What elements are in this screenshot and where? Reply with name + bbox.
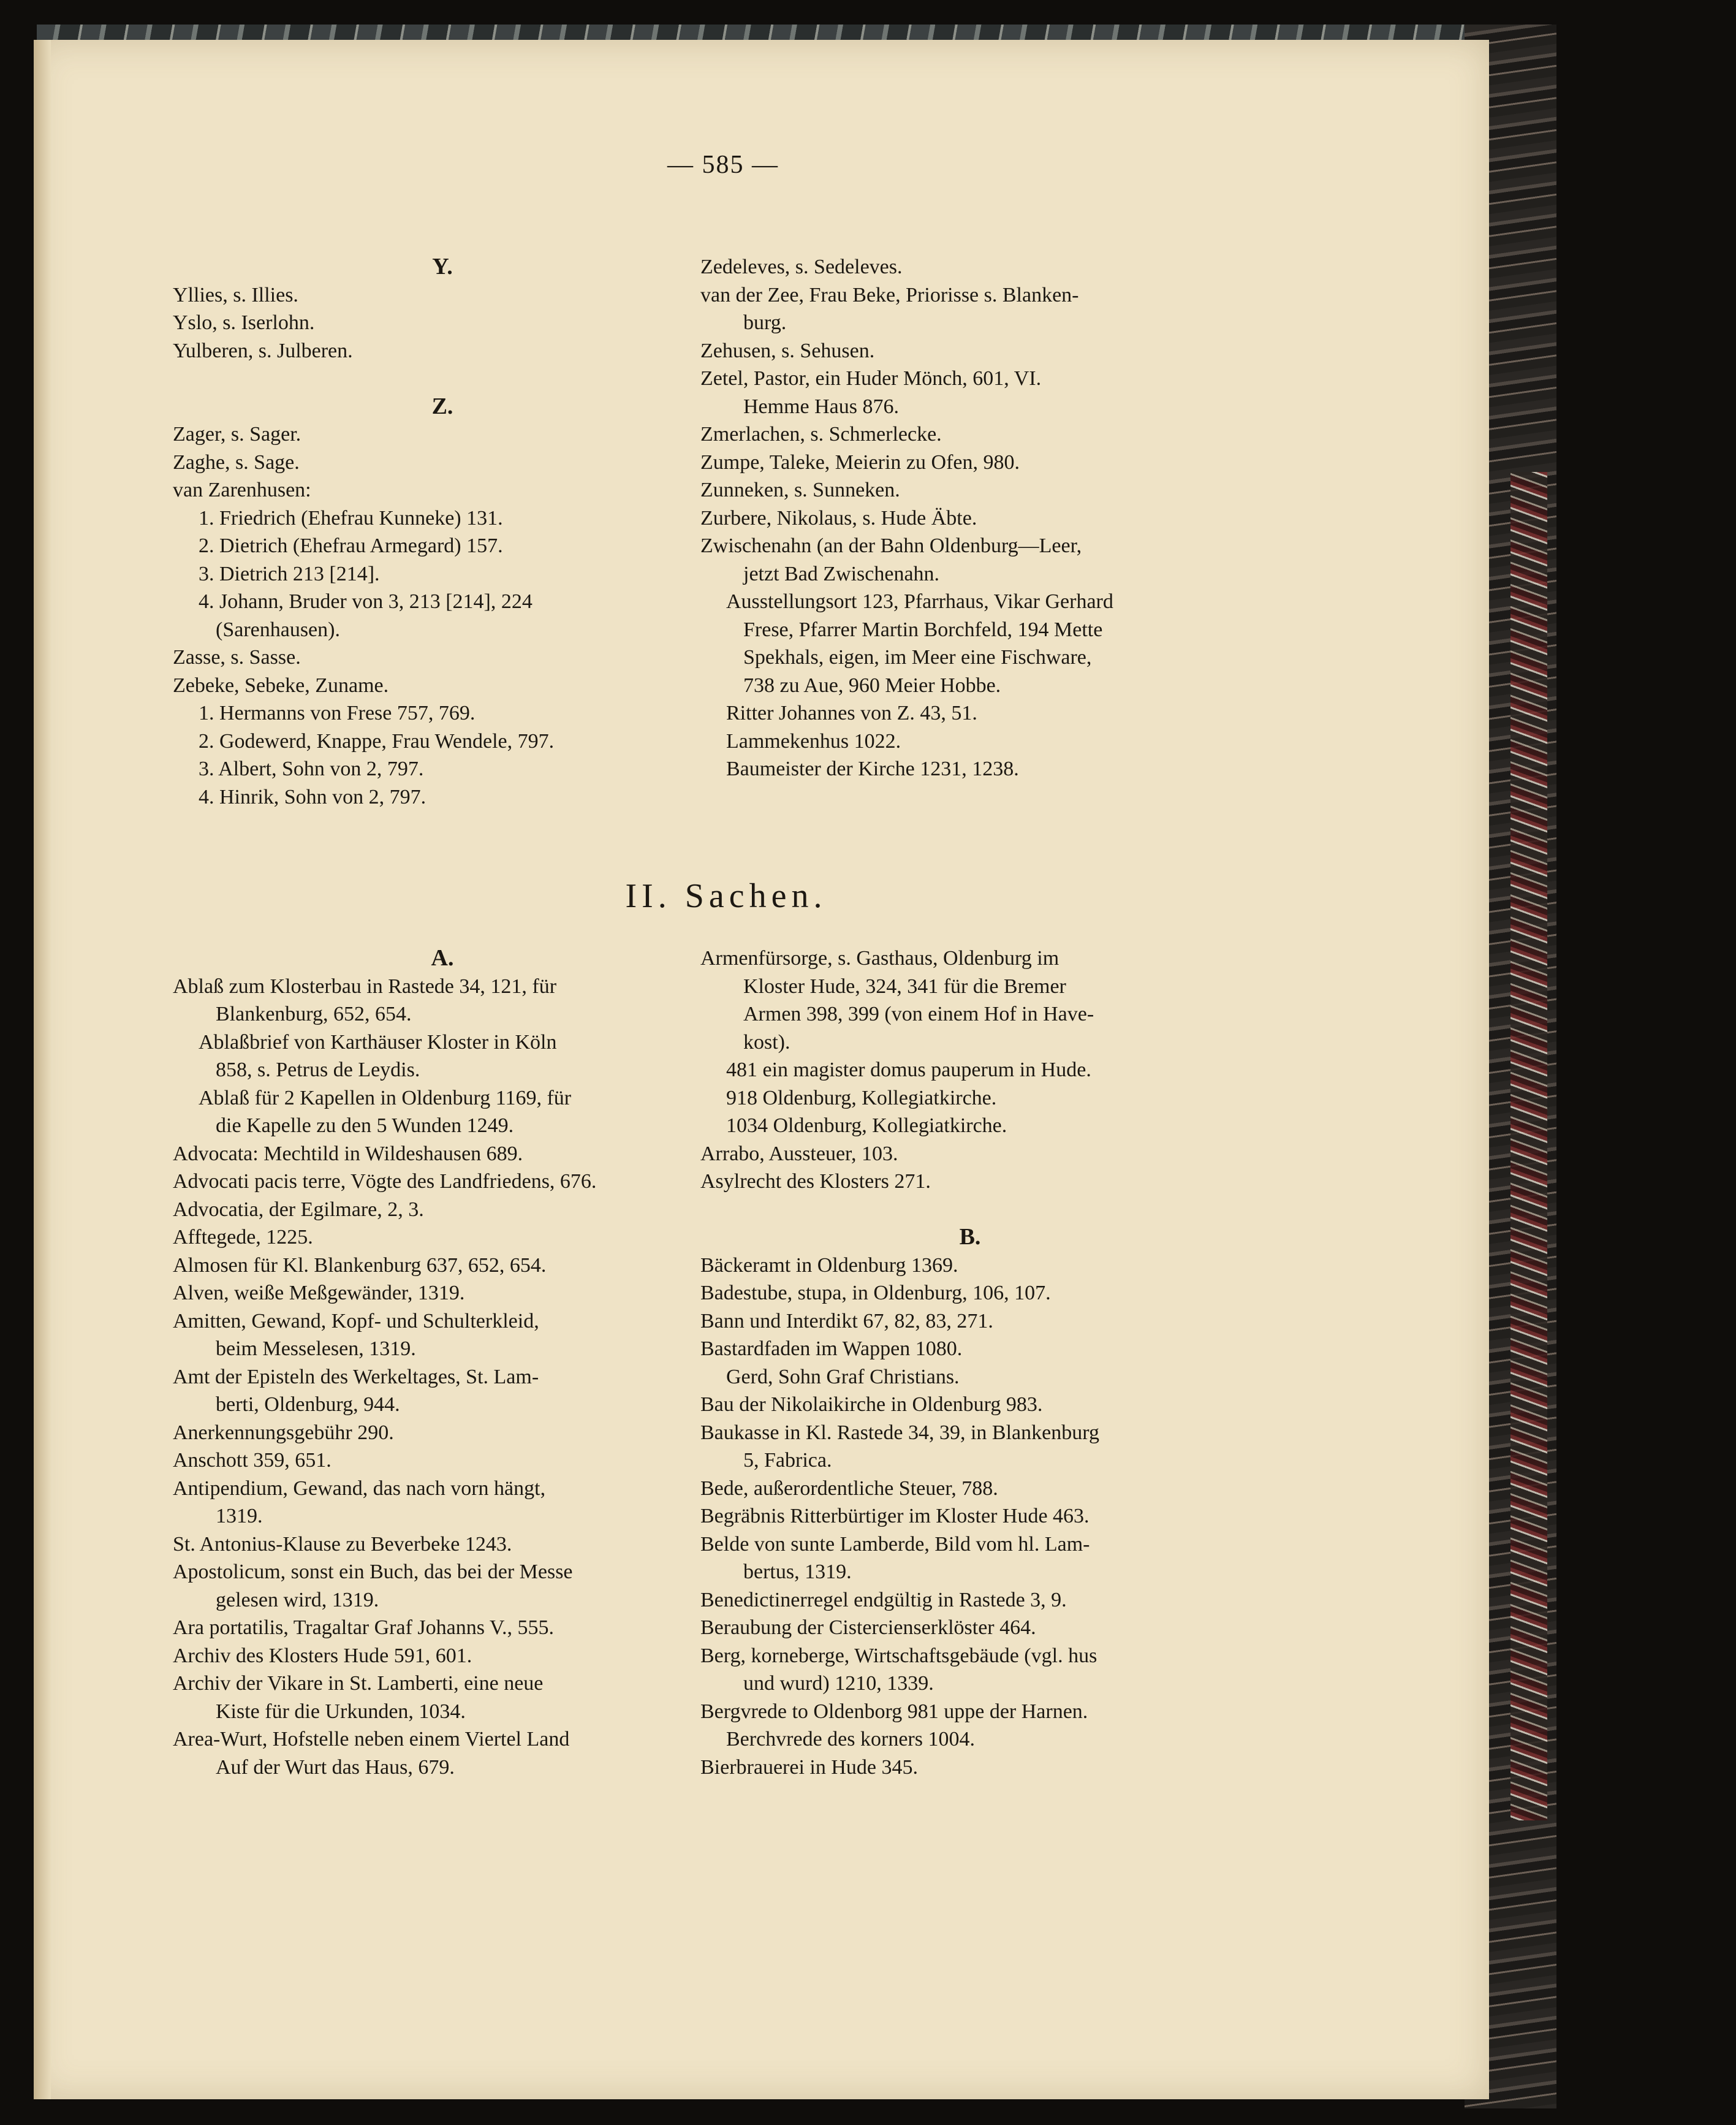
index-subentry: Lammekenhus 1022. xyxy=(726,729,901,753)
index-entry: Anschott 359, 651. xyxy=(173,1449,332,1472)
index-entry: Zunneken, s. Sunneken. xyxy=(700,479,900,501)
index-entry: van der Zee, Frau Beke, Priorisse s. Blanken- xyxy=(700,283,1079,306)
index-entry: Zebeke, Sebeke, Zuname. xyxy=(173,674,389,697)
index-entry: Yslo, s. Iserlohn. xyxy=(173,311,315,334)
index-entry: Zedeleves, s. Sedeleves. xyxy=(700,256,903,278)
index-entry: Advocata: Mechtild in Wildeshausen 689. xyxy=(173,1142,523,1165)
index-entry: Benedictinerregel endgültig in Rastede 3, 9. xyxy=(700,1588,1067,1611)
index-entry: Almosen für Kl. Blankenburg 637, 652, 654. xyxy=(173,1253,547,1277)
index-entry: Beraubung der Cistercienserklöster 464. xyxy=(700,1616,1036,1639)
index-entry: Antipendium, Gewand, das nach vorn hängt, xyxy=(173,1477,546,1500)
index-entry: Archiv der Vikare in St. Lamberti, eine neue xyxy=(173,1672,544,1695)
index-column-things-right xyxy=(700,945,1240,1781)
index-entry: Begräbnis Ritterbürtiger im Kloster Hude 463. xyxy=(700,1505,1090,1527)
index-entry: Zurbere, Nikolaus, s. Hude Äbte. xyxy=(700,506,977,530)
index-entry: Alven, weiße Meßgewänder, 1319. xyxy=(173,1282,465,1304)
index-entry-continuation: gelesen wird, 1319. xyxy=(216,1588,379,1611)
index-entry: Zumpe, Taleke, Meierin zu Ofen, 980. xyxy=(700,450,1020,474)
index-entry-continuation: jetzt Bad Zwischenahn. xyxy=(743,562,940,585)
index-entry: Apostolicum, sonst ein Buch, das bei der Messe xyxy=(173,1560,573,1583)
index-entry: Yulberen, s. Julberen. xyxy=(173,339,353,362)
index-subentry: 1. Hermanns von Frese 757, 769. xyxy=(199,702,476,724)
index-entry: Bierbrauerei in Hude 345. xyxy=(700,1755,918,1779)
index-entry: Advocati pacis terre, Vögte des Landfriedens, 676. xyxy=(173,1170,597,1193)
index-subentry: Baumeister der Kirche 1231, 1238. xyxy=(726,758,1019,780)
index-entry-continuation: Auf der Wurt das Haus, 679. xyxy=(216,1755,455,1779)
marbled-endpaper-edge xyxy=(1510,472,1547,1820)
index-subentry: 1. Friedrich (Ehefrau Kunneke) 131. xyxy=(199,506,503,530)
index-subentry: Ausstellungsort 123, Pfarrhaus, Vikar Gerhard xyxy=(726,590,1113,613)
index-entry-continuation: die Kapelle zu den 5 Wunden 1249. xyxy=(216,1114,514,1137)
index-entry: Zasse, s. Sasse. xyxy=(173,646,301,669)
index-entry: Zager, s. Sager. xyxy=(173,423,301,446)
index-entry: Berg, korneberge, Wirtschaftsgebäude (vgl. hus xyxy=(700,1644,1097,1667)
index-subentry: 4. Johann, Bruder von 3, 213 [214], 224 xyxy=(199,590,533,613)
page-fold-shadow xyxy=(34,40,51,2099)
index-entry-continuation: berti, Oldenburg, 944. xyxy=(216,1393,400,1416)
section-title: II. Sachen. xyxy=(625,877,827,915)
index-entry-continuation: 858, s. Petrus de Leydis. xyxy=(216,1059,420,1081)
index-entry: Armenfürsorge, s. Gasthaus, Oldenburg im xyxy=(700,947,1059,970)
index-entry: Bann und Interdikt 67, 82, 83, 271. xyxy=(700,1309,993,1332)
index-entry: Bede, außerordentliche Steuer, 788. xyxy=(700,1477,998,1500)
index-subentry: Ritter Johannes von Z. 43, 51. xyxy=(726,702,977,724)
index-entry: Bau der Nikolaikirche in Oldenburg 983. xyxy=(700,1393,1043,1416)
index-entry-continuation: Hemme Haus 876. xyxy=(743,395,900,418)
index-entry: Yllies, s. Illies. xyxy=(173,283,298,306)
index-subentry: 4. Hinrik, Sohn von 2, 797. xyxy=(199,785,426,808)
index-letter-heading: Z. xyxy=(431,393,453,419)
index-entry: Ablaß zum Klosterbau in Rastede 34, 121, für xyxy=(173,975,557,998)
index-entry-continuation: bertus, 1319. xyxy=(743,1560,852,1583)
index-subentry: Ablaßbrief von Karthäuser Kloster in Köln xyxy=(199,1030,557,1054)
index-letter-heading: Y. xyxy=(432,254,453,279)
index-entry: Zaghe, s. Sage. xyxy=(173,450,300,474)
index-subentry: 2. Godewerd, Knappe, Frau Wendele, 797. xyxy=(199,729,555,753)
index-entry-continuation: 5, Fabrica. xyxy=(743,1449,832,1472)
index-entry: Bergvrede to Oldenborg 981 uppe der Harnen. xyxy=(700,1700,1088,1723)
index-entry: St. Antonius-Klause zu Beverbeke 1243. xyxy=(173,1532,512,1556)
index-entry-continuation: Blankenburg, 652, 654. xyxy=(216,1003,412,1025)
index-entry-continuation: und wurd) 1210, 1339. xyxy=(743,1672,934,1695)
index-entry: van Zarenhusen: xyxy=(173,479,311,501)
index-subentry: 481 ein magister domus pauperum in Hude. xyxy=(726,1059,1091,1081)
index-entry: Amitten, Gewand, Kopf- und Schulterkleid, xyxy=(173,1309,539,1332)
index-entry: Baukasse in Kl. Rastede 34, 39, in Blankenburg xyxy=(700,1421,1099,1444)
index-subentry-continuation: (Sarenhausen). xyxy=(216,618,340,641)
index-entry: Archiv des Klosters Hude 591, 601. xyxy=(173,1644,472,1667)
index-entry-continuation: 1319. xyxy=(216,1505,263,1527)
index-entry: Ara portatilis, Tragaltar Graf Johanns V., 555. xyxy=(173,1616,555,1639)
index-subentry: 918 Oldenburg, Kollegiatkirche. xyxy=(726,1086,997,1109)
index-subentry-continuation: Frese, Pfarrer Martin Borchfeld, 194 Mette xyxy=(743,618,1103,641)
index-subentry-continuation: Spekhals, eigen, im Meer eine Fischware, xyxy=(743,646,1092,669)
index-subentry-continuation: 738 zu Aue, 960 Meier Hobbe. xyxy=(743,674,1001,697)
index-entry: Zetel, Pastor, ein Huder Mönch, 601, VI. xyxy=(700,367,1042,390)
index-subentry: 3. Albert, Sohn von 2, 797. xyxy=(199,758,424,780)
index-entry: Asylrecht des Klosters 271. xyxy=(700,1170,931,1193)
page-number: — 585 — xyxy=(667,151,779,179)
index-entry: Bastardfaden im Wappen 1080. xyxy=(700,1337,963,1360)
index-entry: Anerkennungsgebühr 290. xyxy=(173,1421,394,1444)
index-spacer xyxy=(700,1196,1240,1224)
index-spacer xyxy=(173,365,712,393)
index-column-names-left xyxy=(173,253,712,811)
index-entry: Zehusen, s. Sehusen. xyxy=(700,339,875,362)
index-entry: Badestube, stupa, in Oldenburg, 106, 107. xyxy=(700,1282,1051,1304)
index-letter-heading: A. xyxy=(431,945,454,971)
index-entry: Belde von sunte Lamberde, Bild vom hl. Lam- xyxy=(700,1532,1090,1556)
index-subentry: Berchvrede des korners 1004. xyxy=(726,1728,975,1751)
index-entry: Zwischenahn (an der Bahn Oldenburg—Leer, xyxy=(700,534,1082,557)
index-entry-continuation: burg. xyxy=(743,311,787,334)
index-entry-continuation: Kiste für die Urkunden, 1034. xyxy=(216,1700,466,1723)
index-entry-continuation: beim Messelesen, 1319. xyxy=(216,1337,416,1360)
index-entry-continuation: kost). xyxy=(743,1030,790,1054)
index-subentry: 3. Dietrich 213 [214]. xyxy=(199,562,380,585)
index-column-names-right xyxy=(700,253,1240,783)
index-entry-continuation: Armen 398, 399 (von einem Hof in Have- xyxy=(743,1003,1094,1025)
index-entry: Afftegede, 1225. xyxy=(173,1226,313,1249)
index-subentry: 1034 Oldenburg, Kollegiatkirche. xyxy=(726,1114,1007,1137)
index-entry: Zmerlachen, s. Schmerlecke. xyxy=(700,423,942,446)
index-subentry: Gerd, Sohn Graf Christians. xyxy=(726,1365,960,1388)
index-entry: Advocatia, der Egilmare, 2, 3. xyxy=(173,1198,424,1221)
index-letter-heading: B. xyxy=(959,1224,981,1250)
index-entry: Area-Wurt, Hofstelle neben einem Viertel Land xyxy=(173,1728,570,1751)
index-column-things-left xyxy=(173,945,712,1781)
index-subentry: Ablaß für 2 Kapellen in Oldenburg 1169, für xyxy=(199,1086,572,1109)
index-entry: Bäckeramt in Oldenburg 1369. xyxy=(700,1253,958,1277)
index-subentry: 2. Dietrich (Ehefrau Armegard) 157. xyxy=(199,534,503,557)
index-entry: Amt der Episteln des Werkeltages, St. Lam- xyxy=(173,1365,539,1388)
index-entry-continuation: Kloster Hude, 324, 341 für die Bremer xyxy=(743,975,1066,998)
index-entry: Arrabo, Aussteuer, 103. xyxy=(700,1142,898,1165)
